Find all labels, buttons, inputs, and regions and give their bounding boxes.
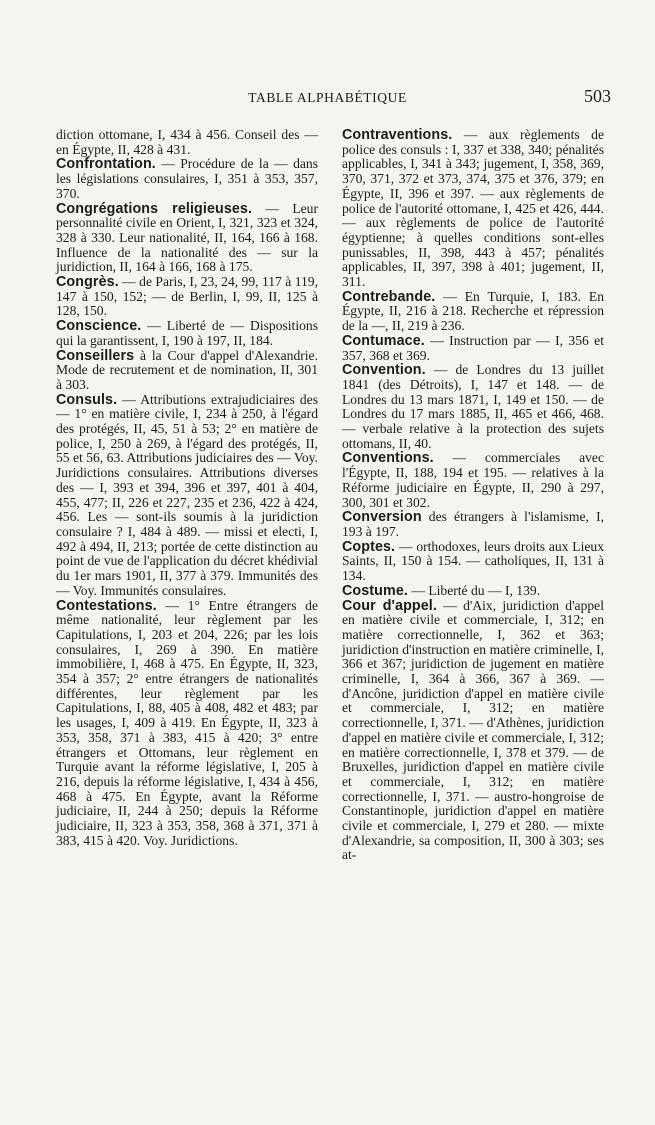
entry-heading: Consuls. [56,391,118,408]
index-entry [342,290,604,334]
index-entry [342,540,604,584]
entry-text: — commerciales avec l'Égypte, II, 188, 194 et 195. — relatives à la Réforme judiciaire en Égypte, II, 290 à 297, 300, 301 et 302. [342,450,604,510]
entry-text: à la Cour d'appel d'Alexandrie. Mode de recrutement et de nomination, II, 301 à 303. [56,347,318,392]
entry-heading: Congrès. [56,274,119,291]
entry-text: — orthodoxes, leurs droits aux Lieux Saints, II, 150 à 154. — catholiques, II, 131 à 134. [342,538,604,584]
index-entry [342,599,604,864]
entry-heading: Coptes. [342,538,396,555]
entry-heading: Contrebande. [342,288,436,305]
entry-heading: Conversion [342,509,422,526]
entry-heading: Contestations. [56,597,157,614]
entry-text: — Leur personnalité civile en Orient, I, 321, 323 et 324, 328 à 330. Leur nationalité, II, 164, 166 à 168. Influence de la nationalité des — sur la juridiction, II, 164 à 166, 168 à 175. [56,200,318,275]
entry-text: — Liberté du — I, 139. [407,582,541,598]
index-entry [342,334,604,363]
entry-text: — En Turquie, I, 183. En Égypte, II, 216 à 218. Recherche et répression de la —, II, 219 à 236. [342,288,604,334]
left-column [56,128,318,848]
index-entry [56,599,318,849]
entry-text: — Procédure de la — dans les législations consulaires, I, 351 à 353, 357, 370. [56,156,318,201]
running-title: TABLE ALPHABÉTIQUE [248,90,407,105]
index-entry [342,510,604,539]
entry-heading: Conseillers [56,347,135,364]
index-entry [342,128,604,290]
entry-text: — Instruction par — I, 356 et 357, 368 et 369. [342,332,604,363]
index-entry [56,349,318,393]
index-entry [342,584,604,599]
entry-heading: Conscience. [56,318,142,335]
entry-text: — Attributions extrajudiciaires des — 1° en matière civile, I, 234 à 250, à l'égard des protégés, II, 45, 51 à 53; 2° en matière de police, I, 250 à 269, à l'égard des protégés, II, 55 et 56, 63. Attributions judiciaires des — Voy. Juridictions consulaires. Attributions diverses des — I, 393 et 394, 396 et 397, 401 à 404, 455, 477; II, 226 et 227, 235 et 236, 422 à 424, 456. Les — sont-ils soumis à la juridiction consulaire ? I, 484 à 489. — missi et electi, I, 492 à 494, II, 213; portée de cette distinction au point de vue de l'application du décret khédivial du 1er mars 1901, II, 377 à 379. Immunités des — Voy. Immunités consulaires. [56,391,318,598]
entry-text: — Liberté de — Dispositions qui la garantissent, I, 190 à 197, II, 184. [56,318,318,348]
page-number: 503 [584,86,611,106]
continued-entry: diction ottomane, I, 434 à 456. Conseil des — en Égypte, II, 428 à 431. [56,127,318,157]
entry-heading: Contumace. [342,332,425,349]
index-entry [56,157,318,201]
index-entry [342,363,604,451]
entry-text: — aux règlements de police des consuls : I, 337 et 338, 340; pénalités applicables, I, 341 à 343; jugement, I, 358, 369, 370, 371, 372 et 373, 374, 375 et 376, 379; en Égypte, II, 396 et 397. — aux règlements de police de l'autorité ottomane, I, 425 et 426, 444. — aux règlements de police de l'autorité égyptienne; à quelles conditions sont-elles punissables, II, 398, 443 à 457; pénalités applicables, II, 397, 398 à 401; jugement, II, 311. [342,127,604,290]
index-entry [56,275,318,319]
right-column [342,128,604,863]
entry-text: — de Londres du 13 juillet 1841 (des Détroits), I, 147 et 148. — de Londres du 13 mars 1871, I, 149 et 150. — de Londres du 17 mars 1885, II, 465 et 466, 468. — verbale relative à la protection des sujets ottomans, II, 40. [342,362,604,451]
index-entry [56,202,318,276]
index-entry [56,393,318,599]
entry-heading: Convention. [342,362,426,379]
entry-text: des étrangers à l'islamisme, I, 193 à 197. [342,509,604,539]
index-entry [56,319,318,348]
entry-heading: Confrontation. [56,156,156,173]
entry-text: — d'Aix, juridiction d'appel en matière civile et commerciale, I, 312; en matière correctionnelle, I, 362 et 363; juridiction d'instruction en matière criminelle, I, 366 et 367; juridiction de jugement en matière criminelle, I, 364 à 366, 367 à 369. — d'Ancône, juridiction d'appel en matière civile et commerciale, I, 312; en matière correctionnelle, I, 371. — d'Athènes, juridiction d'appel en matière civile et commerciale, I, 312; en matière correctionnelle, I, 378 et 379. — de Bruxelles, juridiction d'appel en matière civile et commerciale, I, 312; en matière correctionnelle, I, 371. — austro-hongroise de Constantinople, juridiction d'appel en matière civile et commerciale, I, 279 et 280. — mixte d'Alexandrie, sa composition, II, 300 à 303; ses at- [342,597,604,863]
entry-heading: Contraventions. [342,127,453,143]
entry-heading: Congrégations religieuses. [56,200,253,217]
entry-heading: Costume. [342,582,408,599]
entry-text: — de Paris, I, 23, 24, 99, 117 à 119, 147 à 150, 152; — de Berlin, I, 99, II, 125 à 128, 150. [56,274,318,319]
entry-text: — 1° Entre étrangers de même nationalité, leur règlement par les Capitulations, I, 203 et 204, 226; par les lois consulaires, I, 269 à 390. En matière immobilière, I, 468 à 475. En Égypte, II, 323, 354 à 357; 2° entre étrangers de nationalités différentes, leur règlement par les Capitulations, I, 88, 405 à 408, 482 et 483; par les usages, I, 409 à 419. En Égypte, II, 323 à 353, 358, 371 à 383, 415 à 420; 3° entre étrangers et Ottomans, leur règlement en Turquie avant la réforme législative, I, 205 à 216, depuis la réforme législative, I, 434 à 456, 468 à 475. En Égypte, avant la Réforme judiciaire, II, 244 à 250; depuis la Réforme judiciaire, II, 323 à 353, 358, 368 à 371, 371 à 383, 415 à 420. Voy. Juridictions. [56,597,318,848]
entry-heading: Conventions. [342,450,434,467]
index-entry [342,451,604,510]
entry-heading: Cour d'appel. [342,597,437,614]
